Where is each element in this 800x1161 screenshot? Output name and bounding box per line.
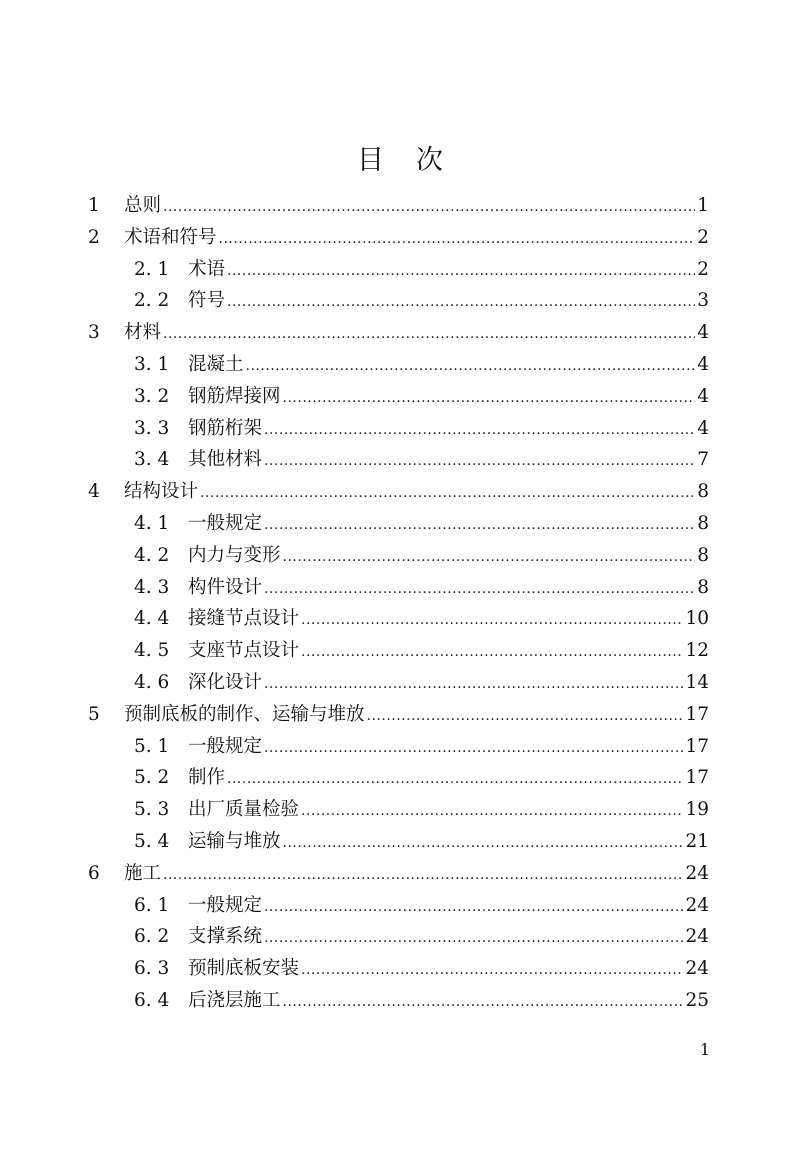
toc-entry[interactable] <box>88 285 709 317</box>
toc-leader-dots <box>264 733 683 765</box>
toc-entry-label: 钢筋焊接网 <box>188 385 281 407</box>
toc-entry[interactable] <box>88 413 709 445</box>
toc-entry-number: 6. 4 <box>134 989 170 1011</box>
toc-entry-label: 预制底板的制作、运输与堆放 <box>124 703 365 725</box>
toc-entry[interactable] <box>88 890 709 922</box>
toc-entry[interactable] <box>88 635 709 667</box>
toc-entry-label: 构件设计 <box>188 576 263 598</box>
toc-entry-page: 24 <box>685 926 709 948</box>
toc-entry[interactable] <box>88 794 709 826</box>
toc-entry-page: 24 <box>685 894 709 916</box>
toc-leader-dots <box>246 351 696 383</box>
toc-entry[interactable] <box>88 826 709 858</box>
toc-entry-label: 术语和符号 <box>124 226 217 248</box>
toc-entry-page: 14 <box>685 671 709 693</box>
toc-leader-dots <box>283 542 696 574</box>
toc-leader-dots <box>200 478 695 510</box>
toc-entry[interactable] <box>88 731 709 763</box>
toc-entry-number: 5. 2 <box>134 767 170 789</box>
toc-entry[interactable] <box>88 953 709 985</box>
toc-entry-label: 制作 <box>188 767 226 789</box>
toc-entry-page: 8 <box>697 544 709 566</box>
toc-entry-label: 总则 <box>124 195 162 216</box>
toc-leader-dots <box>264 574 695 606</box>
toc-entry-page: 10 <box>685 608 709 630</box>
toc-entry-label: 预制底板安装 <box>188 958 300 980</box>
toc-entry-label: 深化设计 <box>188 671 263 693</box>
toc-entry[interactable] <box>88 762 709 794</box>
toc-entry[interactable] <box>88 317 709 349</box>
toc-entry[interactable] <box>88 508 709 540</box>
toc-entry-label: 施工 <box>124 862 162 884</box>
toc-leader-dots <box>283 383 696 415</box>
toc-entry-page: 25 <box>685 989 709 1011</box>
toc-entry-page: 24 <box>685 862 709 884</box>
toc-entry-label: 一般规定 <box>188 894 263 916</box>
toc-entry-label: 一般规定 <box>188 512 263 534</box>
toc-entry-number: 3. 4 <box>134 449 170 471</box>
toc-leader-dots <box>301 637 683 669</box>
toc-leader-dots <box>264 446 695 478</box>
toc-leader-dots <box>264 892 683 924</box>
toc-entry-label: 支撑系统 <box>188 926 263 948</box>
toc-leader-dots <box>227 287 695 319</box>
toc-leader-dots <box>264 669 683 701</box>
toc-entry-number: 4. 4 <box>134 608 170 630</box>
toc-entry-label: 运输与堆放 <box>188 830 281 852</box>
toc-entry-page: 1 <box>697 195 709 216</box>
toc-leader-dots <box>264 415 695 447</box>
toc-entry-page: 8 <box>697 576 709 598</box>
toc-entry-number: 2 <box>88 226 100 248</box>
toc-entry-number: 6 <box>88 862 100 884</box>
toc-entry-number: 4. 5 <box>134 640 170 662</box>
toc-entry-number: 4. 1 <box>134 512 170 534</box>
toc-entry[interactable] <box>88 667 709 699</box>
toc-entry-page: 4 <box>697 417 709 439</box>
toc-entry-number: 6. 2 <box>134 926 170 948</box>
toc-entry-label: 接缝节点设计 <box>188 608 300 630</box>
toc-entry-number: 5. 4 <box>134 830 170 852</box>
toc-leader-dots <box>367 701 684 733</box>
toc-entry[interactable] <box>88 254 709 286</box>
toc-entry-label: 混凝土 <box>188 353 244 375</box>
toc-entry-number: 2. 1 <box>134 258 170 280</box>
title-part-2: 次 <box>416 145 443 176</box>
page-number: 1 <box>699 1040 710 1059</box>
toc-entry[interactable] <box>88 985 709 1017</box>
toc-entry-number: 5 <box>88 703 100 725</box>
toc-entry-number: 1 <box>88 195 100 216</box>
toc-entry[interactable] <box>88 572 709 604</box>
toc-leader-dots <box>227 764 683 796</box>
toc-entry-number: 6. 3 <box>134 958 170 980</box>
toc-entry[interactable] <box>88 381 709 413</box>
toc-entry-page: 17 <box>685 703 709 725</box>
toc-leader-dots <box>301 796 683 828</box>
toc-entry-page: 4 <box>697 385 709 407</box>
toc-leader-dots <box>163 860 683 892</box>
toc-entry-label: 支座节点设计 <box>188 640 300 662</box>
toc-entry-page: 19 <box>685 799 709 821</box>
toc-entry-page: 17 <box>685 767 709 789</box>
toc-entry-page: 21 <box>685 830 709 852</box>
toc-entry-page: 8 <box>697 512 709 534</box>
toc-leader-dots <box>163 192 695 224</box>
toc-entry[interactable] <box>88 603 709 635</box>
toc-entry-label: 术语 <box>188 258 226 280</box>
table-of-contents <box>88 190 709 1017</box>
title-part-1: 目 <box>357 145 384 176</box>
toc-entry-page: 3 <box>697 290 709 312</box>
toc-entry-number: 4. 6 <box>134 671 170 693</box>
page-title <box>0 138 800 177</box>
toc-entry[interactable] <box>88 190 709 222</box>
toc-entry-label: 后浇层施工 <box>188 989 281 1011</box>
toc-entry-label: 出厂质量检验 <box>188 799 300 821</box>
toc-leader-dots <box>283 828 684 860</box>
toc-entry-label: 其他材料 <box>188 449 263 471</box>
toc-entry[interactable] <box>88 444 709 476</box>
toc-entry-page: 4 <box>697 322 709 344</box>
toc-leader-dots <box>163 319 695 351</box>
toc-leader-dots <box>301 605 683 637</box>
toc-leader-dots <box>264 510 695 542</box>
toc-entry-label: 钢筋桁架 <box>188 417 263 439</box>
toc-entry-number: 5. 1 <box>134 735 170 757</box>
toc-entry-page: 7 <box>697 449 709 471</box>
toc-entry-label: 内力与变形 <box>188 544 281 566</box>
toc-entry-number: 4 <box>88 481 100 503</box>
toc-entry-number: 5. 3 <box>134 799 170 821</box>
toc-entry-number: 4. 3 <box>134 576 170 598</box>
toc-entry-label: 结构设计 <box>124 481 199 503</box>
toc-entry-number: 4. 2 <box>134 544 170 566</box>
toc-entry-label: 一般规定 <box>188 735 263 757</box>
toc-entry-page: 8 <box>697 481 709 503</box>
toc-entry-number: 3 <box>88 322 100 344</box>
toc-entry-number: 3. 2 <box>134 385 170 407</box>
toc-leader-dots <box>283 987 684 1019</box>
toc-entry[interactable] <box>88 349 709 381</box>
toc-entry[interactable] <box>88 921 709 953</box>
toc-entry-page: 2 <box>697 226 709 248</box>
toc-entry-number: 6. 1 <box>134 894 170 916</box>
toc-entry-number: 2. 2 <box>134 290 170 312</box>
toc-entry-page: 2 <box>697 258 709 280</box>
toc-leader-dots <box>264 923 683 955</box>
toc-leader-dots <box>301 955 683 987</box>
toc-entry[interactable] <box>88 540 709 572</box>
toc-leader-dots <box>227 256 695 288</box>
toc-entry[interactable] <box>88 222 709 254</box>
toc-entry-number: 3. 3 <box>134 417 170 439</box>
toc-entry-page: 4 <box>697 353 709 375</box>
toc-entry-page: 12 <box>685 640 709 662</box>
toc-entry-number: 3. 1 <box>134 353 170 375</box>
toc-entry-page: 17 <box>685 735 709 757</box>
toc-entry[interactable] <box>88 858 709 890</box>
toc-entry-page: 24 <box>685 958 709 980</box>
toc-entry-label: 材料 <box>124 322 162 344</box>
toc-entry[interactable] <box>88 699 709 731</box>
toc-entry[interactable] <box>88 476 709 508</box>
toc-entry-label: 符号 <box>188 290 226 312</box>
toc-leader-dots <box>219 224 696 256</box>
